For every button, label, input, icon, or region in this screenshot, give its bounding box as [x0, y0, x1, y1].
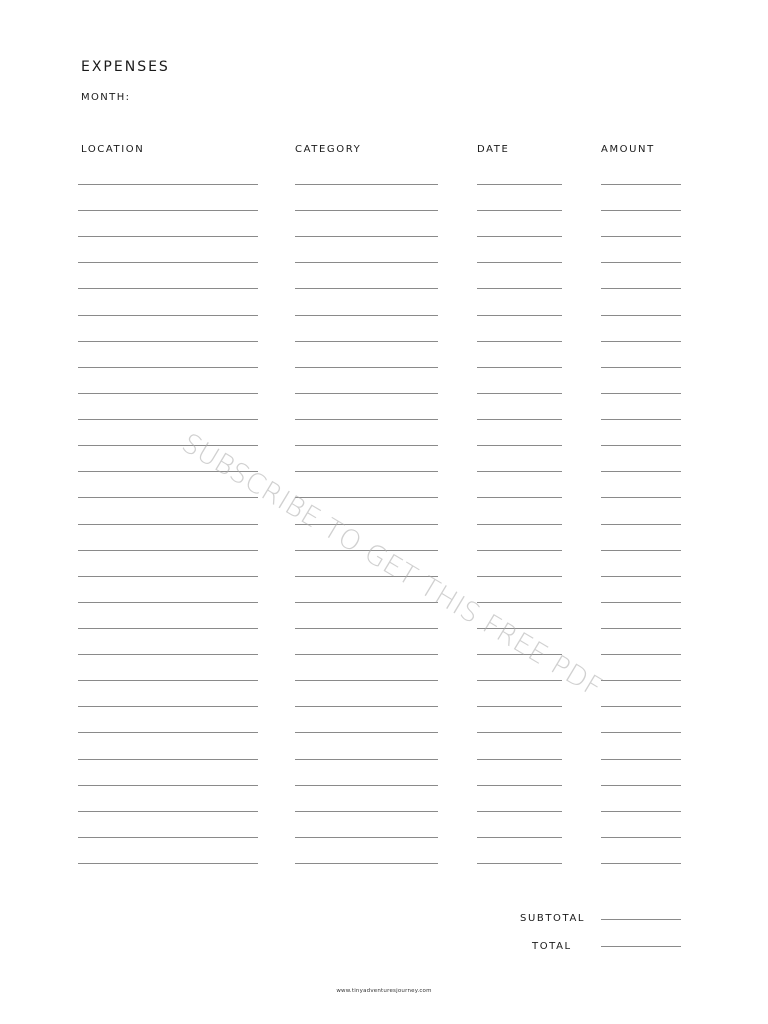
date-entry-line[interactable]	[477, 759, 562, 760]
amount-entry-line[interactable]	[601, 524, 681, 525]
category-entry-line[interactable]	[295, 341, 438, 342]
category-entry-line[interactable]	[295, 524, 438, 525]
category-entry-line[interactable]	[295, 732, 438, 733]
date-entry-line[interactable]	[477, 341, 562, 342]
date-entry-line[interactable]	[477, 550, 562, 551]
date-entry-line[interactable]	[477, 863, 562, 864]
amount-entry-line[interactable]	[601, 706, 681, 707]
location-entry-line[interactable]	[78, 236, 258, 237]
subtotal-label: SUBTOTAL	[520, 913, 586, 924]
category-entry-line[interactable]	[295, 863, 438, 864]
location-entry-line[interactable]	[78, 837, 258, 838]
amount-entry-line[interactable]	[601, 471, 681, 472]
amount-entry-line[interactable]	[601, 550, 681, 551]
date-entry-line[interactable]	[477, 706, 562, 707]
category-entry-line[interactable]	[295, 497, 438, 498]
amount-entry-line[interactable]	[601, 367, 681, 368]
category-entry-line[interactable]	[295, 367, 438, 368]
category-entry-line[interactable]	[295, 759, 438, 760]
amount-entry-line[interactable]	[601, 654, 681, 655]
category-entry-line[interactable]	[295, 785, 438, 786]
amount-entry-line[interactable]	[601, 445, 681, 446]
location-entry-line[interactable]	[78, 550, 258, 551]
category-entry-line[interactable]	[295, 419, 438, 420]
amount-entry-line[interactable]	[601, 576, 681, 577]
month-label: MONTH:	[81, 92, 131, 103]
date-entry-line[interactable]	[477, 419, 562, 420]
category-entry-line[interactable]	[295, 550, 438, 551]
watermark-text: SUBSCRIBE TO GET THIS FREE PDF	[176, 427, 608, 704]
amount-entry-line[interactable]	[601, 680, 681, 681]
location-entry-line[interactable]	[78, 367, 258, 368]
date-entry-line[interactable]	[477, 210, 562, 211]
amount-entry-line[interactable]	[601, 785, 681, 786]
column-header-category: CATEGORY	[295, 144, 362, 155]
category-entry-line[interactable]	[295, 602, 438, 603]
category-entry-line[interactable]	[295, 288, 438, 289]
date-entry-line[interactable]	[477, 393, 562, 394]
column-header-date: DATE	[477, 144, 510, 155]
location-entry-line[interactable]	[78, 863, 258, 864]
date-entry-line[interactable]	[477, 184, 562, 185]
category-entry-line[interactable]	[295, 184, 438, 185]
location-entry-line[interactable]	[78, 288, 258, 289]
total-label: TOTAL	[532, 941, 572, 952]
amount-entry-line[interactable]	[601, 315, 681, 316]
location-entry-line[interactable]	[78, 732, 258, 733]
date-entry-line[interactable]	[477, 445, 562, 446]
location-entry-line[interactable]	[78, 759, 258, 760]
location-entry-line[interactable]	[78, 393, 258, 394]
date-entry-line[interactable]	[477, 497, 562, 498]
location-entry-line[interactable]	[78, 210, 258, 211]
category-entry-line[interactable]	[295, 680, 438, 681]
amount-entry-line[interactable]	[601, 262, 681, 263]
amount-entry-line[interactable]	[601, 288, 681, 289]
category-entry-line[interactable]	[295, 837, 438, 838]
amount-entry-line[interactable]	[601, 341, 681, 342]
date-entry-line[interactable]	[477, 602, 562, 603]
date-entry-line[interactable]	[477, 785, 562, 786]
amount-entry-line[interactable]	[601, 393, 681, 394]
amount-entry-line[interactable]	[601, 602, 681, 603]
location-entry-line[interactable]	[78, 602, 258, 603]
location-entry-line[interactable]	[78, 471, 258, 472]
date-entry-line[interactable]	[477, 236, 562, 237]
location-entry-line[interactable]	[78, 576, 258, 577]
amount-entry-line[interactable]	[601, 759, 681, 760]
location-entry-line[interactable]	[78, 445, 258, 446]
amount-entry-line[interactable]	[601, 184, 681, 185]
location-entry-line[interactable]	[78, 628, 258, 629]
column-header-location: LOCATION	[81, 144, 145, 155]
date-entry-line[interactable]	[477, 811, 562, 812]
location-entry-line[interactable]	[78, 680, 258, 681]
category-entry-line[interactable]	[295, 315, 438, 316]
category-entry-line[interactable]	[295, 576, 438, 577]
date-entry-line[interactable]	[477, 654, 562, 655]
date-entry-line[interactable]	[477, 628, 562, 629]
footer-url: www.tinyadventuresjourney.com	[336, 988, 432, 994]
date-entry-line[interactable]	[477, 262, 562, 263]
category-entry-line[interactable]	[295, 236, 438, 237]
date-entry-line[interactable]	[477, 524, 562, 525]
date-entry-line[interactable]	[477, 732, 562, 733]
amount-entry-line[interactable]	[601, 236, 681, 237]
location-entry-line[interactable]	[78, 262, 258, 263]
category-entry-line[interactable]	[295, 654, 438, 655]
subtotal-line[interactable]	[601, 919, 681, 920]
location-entry-line[interactable]	[78, 419, 258, 420]
category-entry-line[interactable]	[295, 393, 438, 394]
category-entry-line[interactable]	[295, 706, 438, 707]
amount-entry-line[interactable]	[601, 837, 681, 838]
amount-entry-line[interactable]	[601, 210, 681, 211]
date-entry-line[interactable]	[477, 315, 562, 316]
category-entry-line[interactable]	[295, 262, 438, 263]
total-line[interactable]	[601, 946, 681, 947]
page-title: EXPENSES	[81, 59, 170, 75]
location-entry-line[interactable]	[78, 315, 258, 316]
date-entry-line[interactable]	[477, 367, 562, 368]
category-entry-line[interactable]	[295, 471, 438, 472]
location-entry-line[interactable]	[78, 184, 258, 185]
amount-entry-line[interactable]	[601, 419, 681, 420]
amount-entry-line[interactable]	[601, 811, 681, 812]
category-entry-line[interactable]	[295, 811, 438, 812]
category-entry-line[interactable]	[295, 628, 438, 629]
date-entry-line[interactable]	[477, 680, 562, 681]
date-entry-line[interactable]	[477, 837, 562, 838]
date-entry-line[interactable]	[477, 288, 562, 289]
location-entry-line[interactable]	[78, 706, 258, 707]
location-entry-line[interactable]	[78, 811, 258, 812]
location-entry-line[interactable]	[78, 524, 258, 525]
column-header-amount: AMOUNT	[601, 144, 655, 155]
location-entry-line[interactable]	[78, 785, 258, 786]
date-entry-line[interactable]	[477, 576, 562, 577]
amount-entry-line[interactable]	[601, 497, 681, 498]
amount-entry-line[interactable]	[601, 863, 681, 864]
amount-entry-line[interactable]	[601, 628, 681, 629]
location-entry-line[interactable]	[78, 341, 258, 342]
category-entry-line[interactable]	[295, 445, 438, 446]
category-entry-line[interactable]	[295, 210, 438, 211]
location-entry-line[interactable]	[78, 654, 258, 655]
date-entry-line[interactable]	[477, 471, 562, 472]
amount-entry-line[interactable]	[601, 732, 681, 733]
location-entry-line[interactable]	[78, 497, 258, 498]
